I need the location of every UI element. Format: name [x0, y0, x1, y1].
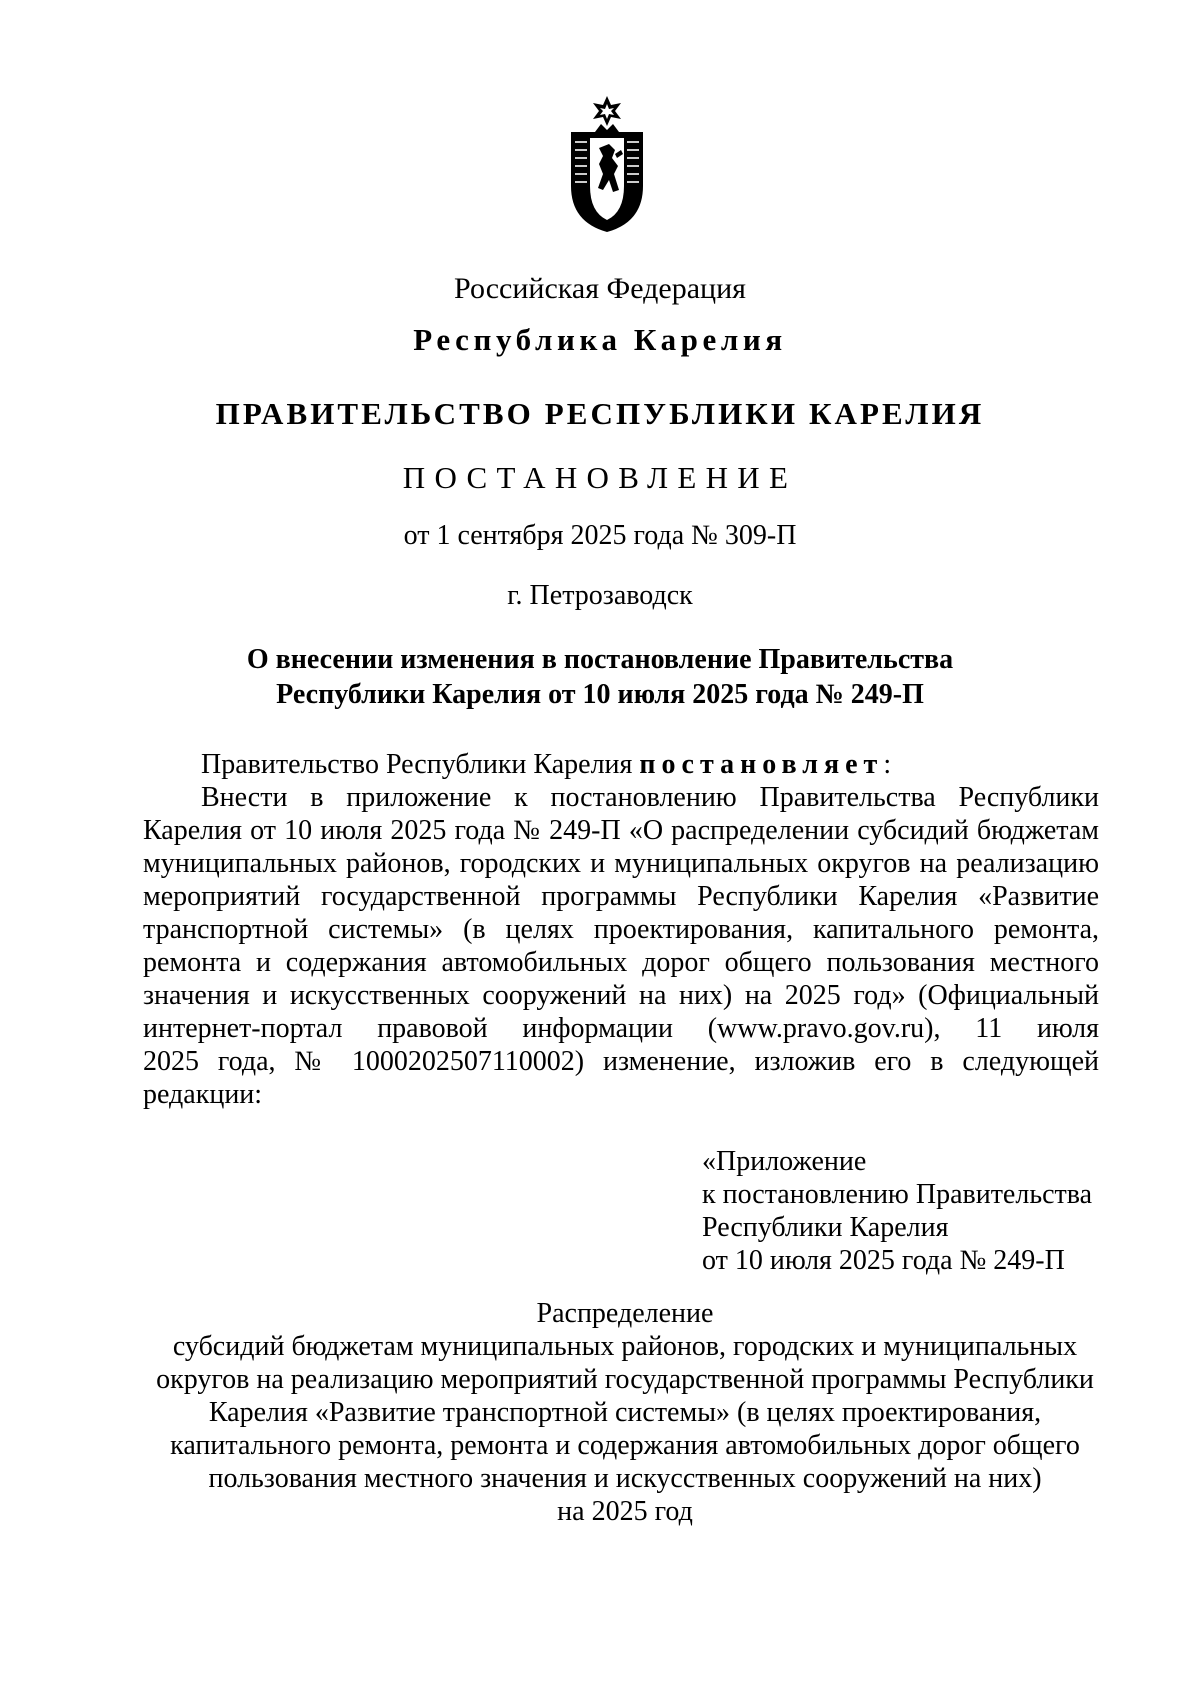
appendix-line: «Приложение — [702, 1146, 867, 1177]
distribution-line: пользования местного значения и искусственных сооружений на них) — [208, 1463, 1042, 1494]
appendix-line: от 10 июля 2025 года № 249-П — [702, 1245, 1065, 1276]
body-line: Внести в приложение к постановлению Правительства Республики — [201, 782, 1099, 813]
distribution-line: округов на реализацию мероприятий государственной программы Республики — [156, 1364, 1094, 1395]
appendix-line: Республики Карелия — [702, 1212, 949, 1243]
government-title: ПРАВИТЕЛЬСТВО РЕСПУБЛИКИ КАРЕЛИЯ — [215, 396, 985, 431]
body-line: Карелия от 10 июля 2025 года № 249-П «О распределении субсидий бюджетам — [143, 815, 1099, 846]
body-line: мероприятий государственной программы Республики Карелия «Развитие — [143, 881, 1099, 912]
body-line: значения и искусственных сооружений на них) на 2025 год» (Официальный — [143, 980, 1099, 1011]
body-line: ремонта и содержания автомобильных дорог общего пользования местного — [143, 947, 1099, 978]
body-line: муниципальных районов, городских и муниципальных округов на реализацию — [143, 848, 1099, 879]
body-line: редакции: — [143, 1079, 263, 1110]
subject-line: О внесении изменения в постановление Правительства — [246, 644, 954, 675]
karelia-coat-of-arms-icon — [565, 94, 649, 234]
body-line: интернет-портал правовой информации (www.pravo.gov.ru), 11 июля — [143, 1013, 1099, 1044]
distribution-line: на 2025 год — [557, 1496, 693, 1527]
intro-spaced-verb: постановляет — [639, 749, 884, 780]
republic-name: Республика Карелия — [413, 322, 787, 357]
intro-suffix: : — [883, 749, 892, 780]
distribution-title — [0, 1297, 1200, 1528]
appendix-reference — [702, 1145, 1092, 1277]
document-city: г. Петрозаводск — [507, 580, 693, 611]
body-line: транспортной системы» (в целях проектирования, капитального ремонта, — [143, 914, 1099, 945]
appendix-line: к постановлению Правительства — [702, 1179, 1093, 1210]
distribution-line: капитального ремонта, ремонта и содержания автомобильных дорог общего — [170, 1430, 1080, 1461]
document-type: ПОСТАНОВЛЕНИЕ — [402, 460, 798, 495]
distribution-line: Карелия «Развитие транспортной системы» (в целях проектирования, — [208, 1397, 1042, 1428]
body-line: 2025 года, № 1000202507110002) изменение, изложив его в следующей — [143, 1046, 1099, 1077]
distribution-line: Распределение — [536, 1298, 714, 1329]
distribution-line: субсидий бюджетам муниципальных районов, городских и муниципальных — [172, 1331, 1078, 1362]
document-body — [143, 748, 1099, 1111]
document-subject — [0, 642, 1200, 712]
intro-line — [143, 748, 1099, 781]
document-date-number: от 1 сентября 2025 года № 309-П — [403, 520, 797, 551]
subject-line: Республики Карелия от 10 июля 2025 года № 249-П — [276, 679, 924, 710]
country-name: Российская Федерация — [454, 272, 746, 305]
intro-prefix: Правительство Республики Карелия — [201, 749, 640, 780]
